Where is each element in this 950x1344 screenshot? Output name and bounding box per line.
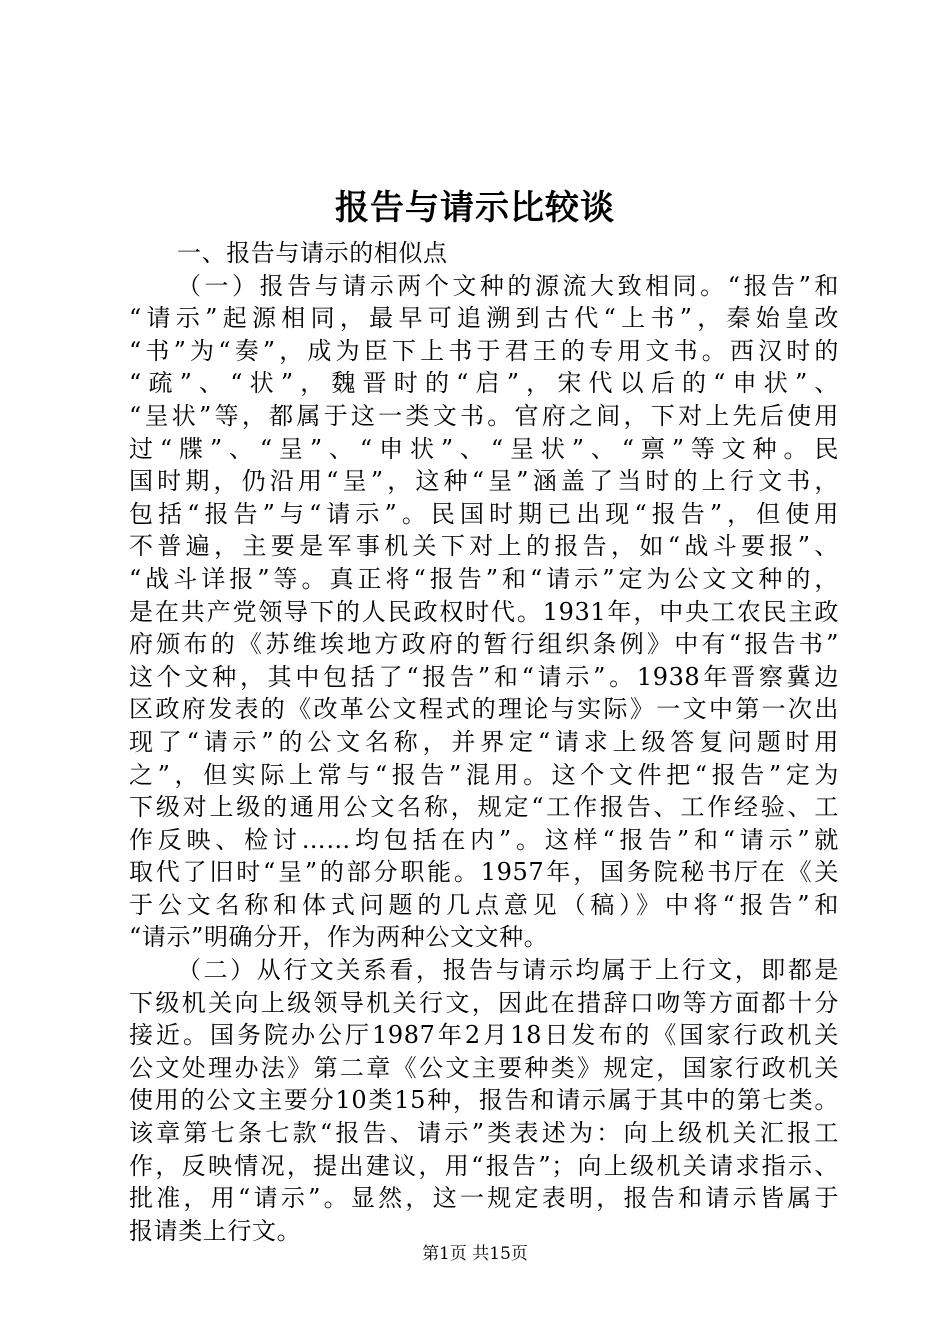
paragraph-line: “书”为“奏”，成为臣下上书于君王的专用文书。西汉时的 [129,336,839,365]
paragraph-line: “战斗详报”等。真正将“报告”和“请示”定为公文文种的， [129,564,839,593]
paragraph-line: 包括“报告”与“请示”。民国时期已出现“报告”，但使用 [129,499,839,528]
paragraph-line: 批准，用“请示”。显然，这一规定表明，报告和请示皆属于 [129,1184,839,1213]
page-number-footer: 第1页 共15页 [422,1244,528,1264]
document-body [129,237,839,1247]
paragraph-line: 不普遍，主要是军事机关下对上的报告，如“战斗要报”、 [129,532,839,561]
paragraph-line: （二）从行文关系看，报告与请示均属于上行文，即都是 [177,956,839,985]
paragraph-line: 现了“请示”的公文名称，并界定“请求上级答复问题时用 [129,727,839,756]
paragraph-line: 该章第七条七款“报告、请示”类表述为：向上级机关汇报工 [129,1119,839,1148]
paragraph-line: 下级对上级的通用公文名称，规定“工作报告、工作经验、工 [129,793,839,822]
paragraph-line: 接近。国务院办公厅1987年2月18日发布的《国家行政机关 [129,1021,839,1050]
paragraph-line: 公文处理办法》第二章《公文主要种类》规定，国家行政机关 [129,1053,839,1082]
paragraph-line: 取代了旧时“呈”的部分职能。1957年，国务院秘书厅在《关 [129,858,839,887]
paragraph-line: （一）报告与请示两个文种的源流大致相同。“报告”和 [177,271,839,300]
paragraph-line: 作反映、检讨……均包括在内”。这样“报告”和“请示”就 [129,825,839,854]
paragraph-line: 府颁布的《苏维埃地方政府的暂行组织条例》中有“报告书” [129,630,839,659]
section-heading: 一、报告与请示的相似点 [177,239,448,267]
paragraph-line: 报请类上行文。 [129,1216,302,1245]
paragraph-line: 国时期，仍沿用“呈”，这种“呈”涵盖了当时的上行文书， [129,467,839,496]
paragraph-line: 这个文种，其中包括了“报告”和“请示”。1938年晋察冀边 [129,662,839,691]
paragraph-line: 下级机关向上级领导机关行文，因此在措辞口吻等方面都十分 [129,988,839,1017]
paragraph-line: 使用的公文主要分10类15种，报告和请示属于其中的第七类。 [129,1086,839,1115]
paragraph-line: 于公文名称和体式问题的几点意见（稿）》中将“报告”和 [129,890,839,919]
paragraph-line: 作，反映情况，提出建议，用“报告”；向上级机关请求指示、 [129,1151,839,1180]
paragraph-line: “请示”明确分开，作为两种公文文种。 [129,923,549,952]
paragraph-line: 之”，但实际上常与“报告”混用。这个文件把“报告”定为 [129,760,839,789]
paragraph-line: “呈状”等，都属于这一类文书。官府之间，下对上先后使用 [129,401,839,430]
paragraph-line: 是在共产党领导下的人民政权时代。1931年，中央工农民主政 [129,597,839,626]
paragraph-line: 区政府发表的《改革公文程式的理论与实际》一文中第一次出 [129,695,839,724]
paragraph-line: “请示”起源相同，最早可追溯到古代“上书”，秦始皇改 [129,304,839,333]
document-title: 报告与请示比较谈 [335,188,615,228]
paragraph-line: 过“牒”、“呈”、“申状”、“呈状”、“禀”等文种。民 [129,434,839,463]
paragraph-line: “疏”、“状”，魏晋时的“启”，宋代以后的“申状”、 [129,369,839,398]
